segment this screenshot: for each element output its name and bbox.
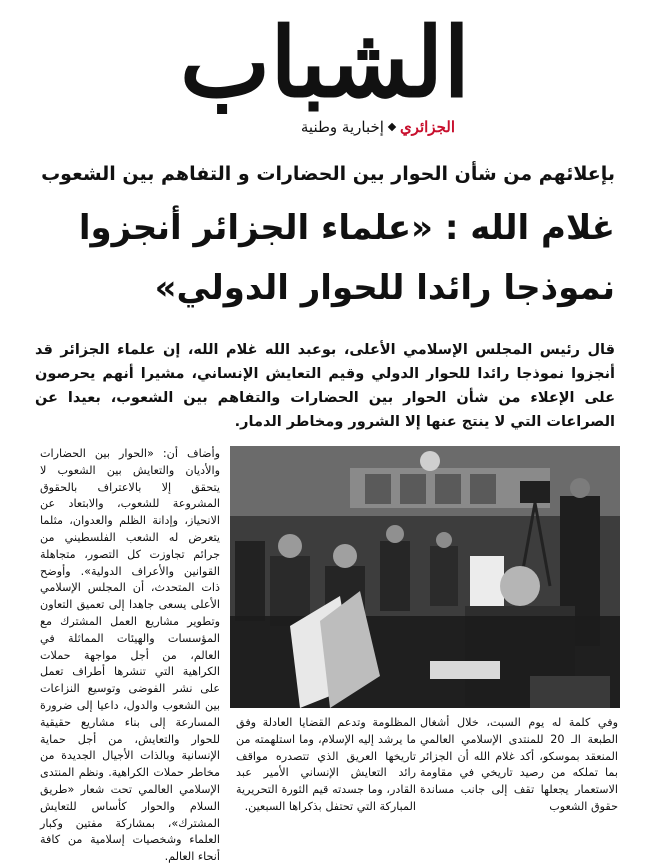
- conference-photo-image: [230, 446, 620, 708]
- tagline-sub: إخبارية وطنية: [300, 118, 384, 136]
- conference-photo: [230, 446, 620, 708]
- article-headline: [25, 198, 615, 318]
- newspaper-logo: الشباب: [179, 6, 470, 119]
- article-kicker: بإعلائهم من شأن الحوار بين الحضارات و التفاهم بين الشعوب: [41, 163, 615, 185]
- article-lead: قال رئيس المجلس الإسلامي الأعلى، بوعبد الله غلام الله، إن علماء الجزائر قد أنجزوا نموذجا رائدا للحوار الدولي وقيم التعايش الإنساني، مشيرا أنهم يحرصون على الإعلاء من شأن الحوار بين الحضارات والتفاهم بين الشعوب، بعيدا عن الصراعات التي لا ينتج عنها إلا الشرور ومخاطر الدمار.: [35, 342, 615, 430]
- diamond-icon: [388, 123, 396, 131]
- article-column-left: وأضاف أن: «الحوار بين الحضارات والأديان والتعايش بين الشعوب لا يتحقق إلا بالاعتراف بالحقوق المشروعة للشعوب، والابتعاد عن الانحياز، وإدانة الظلم والعدوان، مثلما يتعرض له الشعب الفلسطيني من جرائم تجاوزت كل التصور، متجاهلة القوانين والأعراف الدولية». وأوضح ذات المتحدث، أن المجلس الإسلامي الأعلى يسعى جاهدا إلى تعميق التعاون وتطوير مشاريع العمل المشترك مع المؤسسات والهيئات المماثلة في العالم، من أجل مواجهة حملات الكراهية التي تنشرها أطراف تعمل على نشر الفوضى وتوسيع النزاعات بين الشعوب والدول، داعيا إلى ضرورة المسارعة إلى بناء مشاريع حقيقية للحوار والتعايش، من أجل حماية الإنسانية وبالذات الأجيال الجديدة من مخاطر حملات الكراهية. ونظم المنتدى الإسلامي العالمي تحت شعار «طريق السلام والحوار كأساس للتعايش المشترك»، بمشاركة مفتين وكبار العلماء وشخصيات إسلامية من كافة أنحاء العالم.: [40, 447, 220, 864]
- masthead: [0, 0, 660, 150]
- logo-tagline: [301, 118, 455, 136]
- headline-line-2: نموذجا رائدا للحوار الدولي»: [154, 268, 615, 308]
- headline-line-1: غلام الله : «علماء الجزائر أنجزوا: [78, 208, 615, 248]
- article-column-middle: المظلومة وتدعم القضايا العادلة وفق ما يرشد إليه الإسلام، وما استلهمته من تاريخها العريق الذي تتصدره مواقف رائد التعايش الإنساني الأمير عبد القادر، وما جسدته قيم الثورة التحريرية المباركة التي تحتفل بذكراها السبعين.: [236, 716, 416, 813]
- article-column-right: وفي كلمة له يوم السبت، خلال أشغال الطبعة الـ 20 للمنتدى الإسلامي العالمي المنعقد بموسكو، أكد غلام الله أن الجزائر بما تملكه من رصيد تاريخي في مقاومة الاستعمار يجعلها تقف إلى جانب مساندة حقوق الشعوب: [420, 716, 619, 813]
- tagline-region: الجزائري: [399, 118, 455, 136]
